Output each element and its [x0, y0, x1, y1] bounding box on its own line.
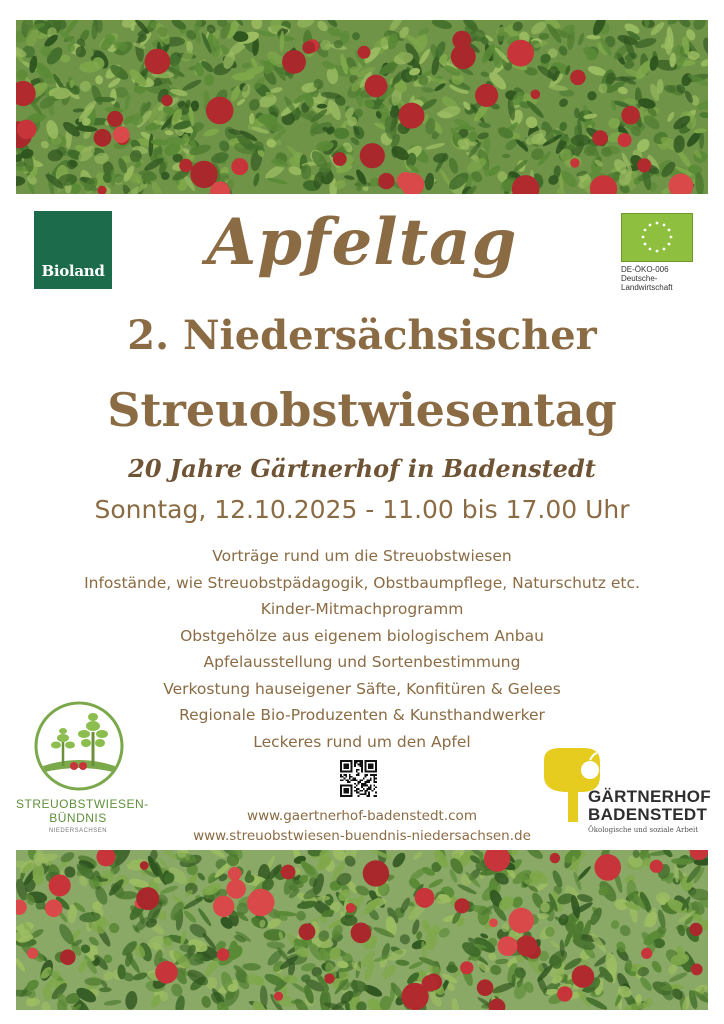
apple-tree-photo-bottom — [16, 850, 708, 1010]
bioland-logo-text: Bioland — [41, 262, 105, 280]
gaertnerhof-logo-text — [588, 787, 711, 834]
list-item: Verkostung hauseigener Säfte, Konfitüren & Gelees — [163, 679, 561, 698]
website-link-gaertnerhof[interactable]: www.gaertnerhof-badenstedt.com — [247, 808, 477, 824]
apple-tree-photo-top — [16, 20, 708, 194]
streuobst-region: NIEDERSACHSEN — [48, 828, 108, 834]
streuobst-trees-logo — [33, 700, 125, 792]
anniversary-line: 20 Jahre Gärtnerhof in Badenstedt — [128, 454, 596, 483]
eu-code-line: Deutsche- — [621, 274, 658, 283]
gaertnerhof-name-2: BADENSTEDT — [588, 805, 708, 824]
subtitle-line-2: Streuobstwiesentag — [107, 383, 617, 437]
list-item: Leckeres rund um den Apfel — [253, 732, 471, 751]
list-item: Vorträge rund um die Streuobstwiesen — [212, 547, 512, 565]
website-link-streuobst[interactable]: www.streuobstwiesen-buendnis-niedersachsen.de — [193, 828, 531, 844]
qr-code[interactable] — [340, 760, 377, 797]
list-item: Apfelausstellung und Sortenbestimmung — [203, 653, 521, 671]
list-item: Infostände, wie Streuobstpädagogik, Obstbaumpflege, Naturschutz etc. — [84, 573, 640, 592]
gaertnerhof-name-1: GÄRTNERHOF — [588, 787, 711, 806]
eu-code-line: DE-ÖKO-006 — [621, 265, 669, 274]
subtitle-line-1: 2. Niedersächsischer — [127, 312, 597, 359]
date-time-line: Sonntag, 12.10.2025 - 11.00 bis 17.00 Uhr — [94, 495, 630, 524]
streuobst-name-2: BÜNDNIS — [49, 811, 107, 825]
gaertnerhof-tagline: Ökologische und soziale Arbeit — [588, 826, 699, 834]
page-title: Apfeltag — [206, 205, 518, 280]
list-item: Kinder-Mitmachprogramm — [260, 600, 464, 618]
streuobst-name-1: STREUOBSTWIESEN- — [16, 797, 149, 811]
eu-code-line: Landwirtschaft — [621, 283, 673, 292]
list-item: Regionale Bio-Produzenten & Kunsthandwerker — [179, 706, 545, 724]
list-item: Obstgehölze aus eigenem biologischem Anbau — [180, 626, 544, 645]
